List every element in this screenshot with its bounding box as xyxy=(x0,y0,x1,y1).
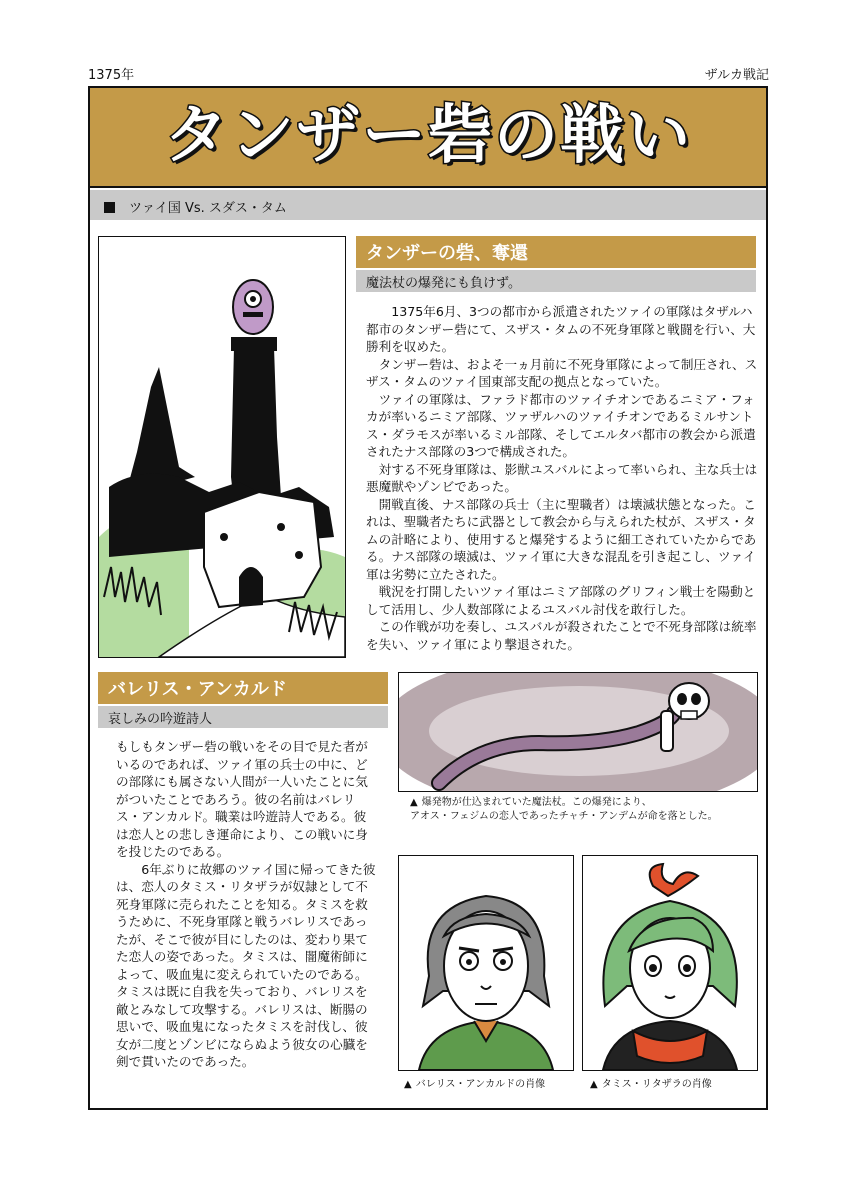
article1-paragraph: 開戦直後、ナス部隊の兵士（主に聖職者）は壊滅状態となった。これは、聖職者たちに武器として教会から与えられた杖が、スザス・タムの計略により、使用すると爆発するように細工されていたからである。ナス部隊の壊滅は、ツァイ軍に大きな混乱を引き起こし、ツァイ軍は劣勢に立たされた。 xyxy=(366,496,757,582)
article1-paragraph: 対する不死身軍隊は、影獣ユスバルによって率いられ、主な兵士は悪魔獣やゾンビであった。 xyxy=(366,461,758,494)
baleris-caption xyxy=(404,1078,545,1092)
article2-subheading: 哀しみの吟遊詩人 xyxy=(98,706,388,728)
article2-body xyxy=(116,738,378,1071)
staff-caption xyxy=(410,796,760,824)
article1-paragraph: ツァイの軍隊は、ファラド都市のツァイチオンであるニミア・フォカが率いるニミア部隊、ツァザルハのツァイチオンであるミルサントス・ダラモスが率いるミル部隊、そしてエルタバ都市の教会から派遣されたナス部隊の3つで構成された。 xyxy=(366,391,756,459)
year-label: 1375年 xyxy=(88,68,135,83)
article1-paragraph: 戦況を打開したいツァイ軍はニミア部隊のグリフィン戦士を陽動として活用し、少人数部隊によるユスバル討伐を敢行した。 xyxy=(366,584,756,617)
baleris-portrait xyxy=(398,855,574,1071)
baleris-caption-text: バレリス・アンカルドの肖像 xyxy=(415,1079,546,1090)
article1-body xyxy=(366,303,758,653)
subtitle-band xyxy=(90,190,766,220)
castle-drawing xyxy=(99,237,345,657)
page-subtitle xyxy=(104,197,287,216)
article1-heading: タンザーの砦、奪還 xyxy=(356,236,756,268)
tamis-drawing xyxy=(583,856,757,1070)
staff-drawing xyxy=(399,673,757,791)
page-title: タンザー砦の戦い xyxy=(164,99,692,173)
baleris-drawing xyxy=(399,856,573,1070)
article2-heading: バレリス・アンカルド xyxy=(98,672,388,704)
subtitle-text: ツァイ国 Vs. スダス・タム xyxy=(129,201,287,216)
article1-paragraph: この作戦が功を奏し、ユスバルが殺されたことで不死身部隊は統率を失い、ツァイ軍により撃退された。 xyxy=(366,619,757,652)
article1-paragraph: タンザー砦は、およそ一ヵ月前に不死身軍隊によって制圧され、スザス・タムのツァイ国東部支配の拠点となっていた。 xyxy=(366,356,758,389)
staff-caption-line2: アオス・フェジムの恋人であったチャチ・アンデムが命を落とした。 xyxy=(410,811,718,822)
square-bullet-icon xyxy=(104,202,115,213)
triangle-mark-icon: ▲ xyxy=(590,1079,598,1090)
castle-illustration xyxy=(98,236,346,658)
article2-paragraph: 6年ぶりに故郷のツァイ国に帰ってきた彼は、恋人のタミス・リタザラが奴隷として不死身軍隊に売られたことを知る。タミスを救うために、不死身軍隊と戦うバレリスであったが、そこで彼が目にしたのは、変わり果てた恋人の姿であった。タミスは、闇魔術師によって、吸血鬼に変えられていたのである。タミスは既に自我を失っており、バレリスを敵とみなして攻撃する。バレリスは、断腸の思いで、吸血鬼になったタミスを討伐し、彼女が二度とゾンビにならぬよう彼女の心臓を剣で貫いたのであった。 xyxy=(116,861,376,1069)
article2-paragraph: もしもタンザー砦の戦いをその目で見た者がいるのであれば、ツァイ軍の兵士の中に、どの部隊にも属さない人間が一人いたことに気がついたことであろう。彼の名前はバレリス・アンカルド。職業は吟遊詩人である。彼は恋人との悲しき運命により、この戦いに身を投じたのである。 xyxy=(116,739,368,859)
source-label: ザルカ戦記 xyxy=(704,68,769,83)
tamis-portrait xyxy=(582,855,758,1071)
title-band xyxy=(90,88,766,188)
article1-paragraph: 1375年6月、3つの都市から派遣されたツァイの軍隊はタザルハ都市のタンザー砦にて、スザス・タムの不死身軍隊と戦闘を行い、大勝利を収めた。 xyxy=(366,304,756,354)
staff-illustration xyxy=(398,672,758,792)
tamis-caption xyxy=(590,1078,712,1092)
staff-caption-line1: 爆発物が仕込まれていた魔法杖。この爆発により、 xyxy=(421,797,652,808)
triangle-mark-icon: ▲ xyxy=(404,1079,412,1090)
tamis-caption-text: タミス・リタザラの肖像 xyxy=(601,1079,712,1090)
triangle-mark-icon: ▲ xyxy=(410,797,418,808)
article1-subheading: 魔法杖の爆発にも負けず。 xyxy=(356,270,756,292)
